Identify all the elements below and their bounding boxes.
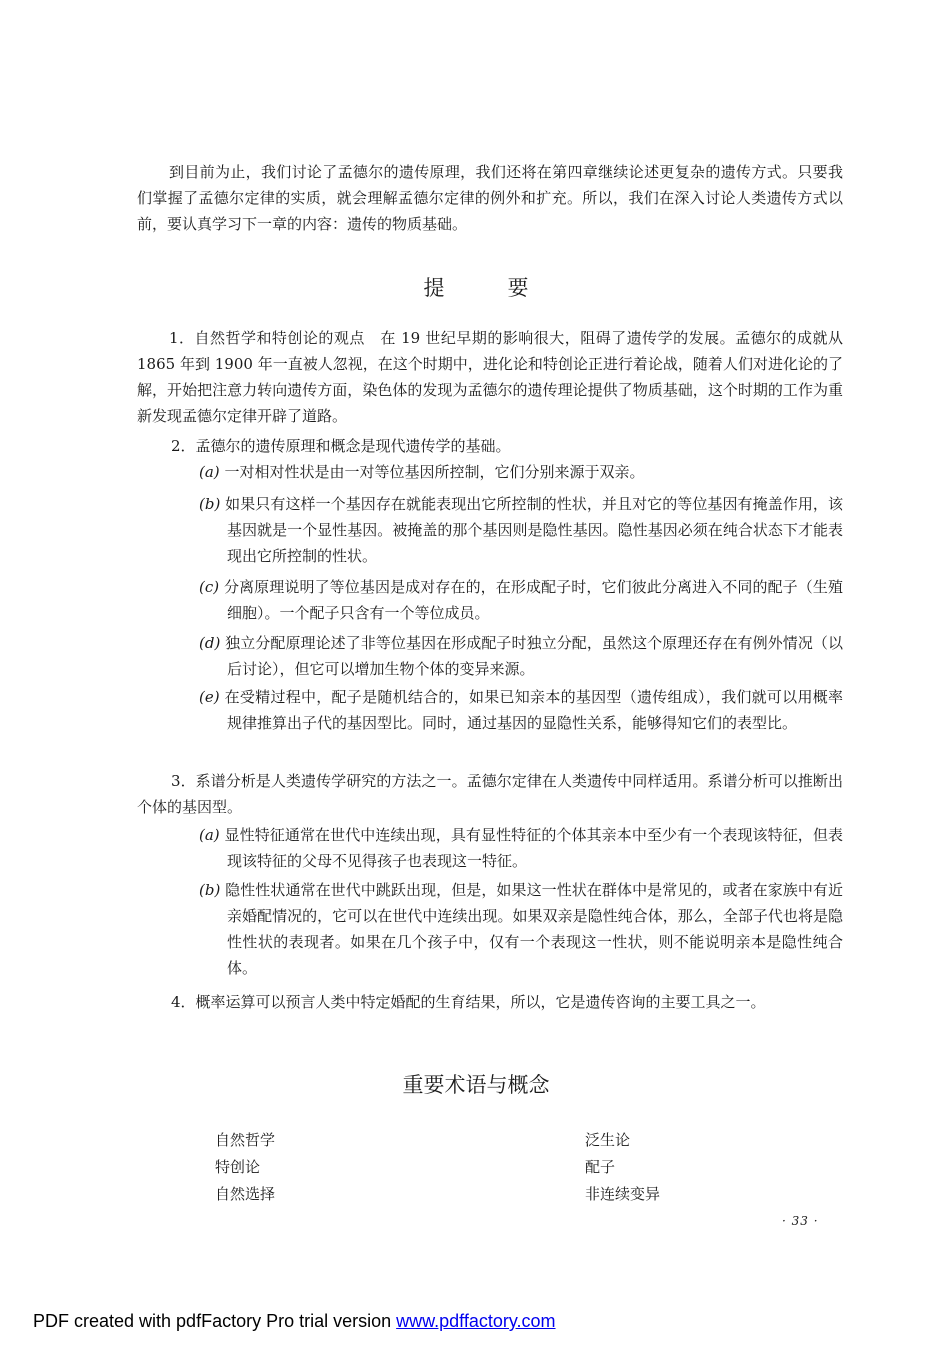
pdffactory-link[interactable]: www.pdffactory.com: [396, 1311, 556, 1331]
summary-point-2a: [199, 459, 843, 485]
item-tag: (d): [199, 634, 221, 652]
term-item: 自然哲学: [215, 1131, 276, 1149]
item-text: 分离原理说明了等位基因是成对存在的，在形成配子时，它们彼此分离进入不同的配子（生殖细胞）。一个配子只含有一个等位成员。: [223, 578, 843, 622]
item-tag: (b): [199, 495, 221, 513]
item-text: 隐性性状通常在世代中跳跃出现，但是，如果这一性状在群体中是常见的，或者在家族中有近亲婚配情况的，它可以在世代中连续出现。如果双亲是隐性纯合体，那么，全部子代也将是隐性性状的表现者。如果在几个孩子中，仅有一个表现这一性状，则不能说明亲本是隐性纯合体。: [225, 881, 843, 977]
item-text: 独立分配原理论述了非等位基因在形成配子时独立分配，虽然这个原理还存在有例外情况（以后讨论），但它可以增加生物个体的变异来源。: [225, 634, 843, 678]
page-number: · 33 ·: [782, 1214, 819, 1228]
item-tag: (c): [199, 578, 220, 596]
summary-point-2e: [199, 684, 843, 736]
item-tag: (a): [199, 826, 220, 844]
summary-point-2b: [199, 491, 843, 569]
terms-right-column: [585, 1127, 785, 1208]
summary-point-4: 4．概率运算可以预言人类中特定婚配的生育结果，所以，它是遗传咨询的主要工具之一。: [171, 993, 766, 1011]
summary-point-3b: [199, 877, 843, 981]
item-tag: (a): [199, 463, 220, 481]
summary-point-2: 2．孟德尔的遗传原理和概念是现代遗传学的基础。: [171, 437, 511, 455]
summary-point-1: 1．自然哲学和特创论的观点 在 19 世纪早期的影响很大，阻碍了遗传学的发展。孟德尔的成就从 1865 年到 1900 年一直被人忽视，在这个时期中，进化论和特创论正进行着论战，随着人们对进化论的了解，开始把注意力转向遗传方面，染色体的发现为孟德尔的遗传理论提供了物质基础，这个时期的工作为重新发现孟德尔定律开辟了道路。: [137, 329, 843, 425]
item-text: 如果只有这样一个基因存在就能表现出它所控制的性状，并且对它的等位基因有掩盖作用，该基因就是一个显性基因。被掩盖的那个基因则是隐性基因。隐性基因必须在纯合状态下才能表现出它所控制的性状。: [225, 495, 843, 565]
summary-point-3a: [199, 822, 843, 874]
item-tag: (b): [199, 881, 221, 899]
item-text: 在受精过程中，配子是随机结合的，如果已知亲本的基因型（遗传组成），我们就可以用概率规律推算出子代的基因型比。同时，通过基因的显隐性关系，能够得知它们的表型比。: [224, 688, 843, 732]
footer-text: PDF created with pdfFactory Pro trial version: [33, 1311, 397, 1331]
summary-point-2c: [199, 574, 843, 626]
item-text: 显性特征通常在世代中连续出现，具有显性特征的个体其亲本中至少有一个表现该特征，但表现该特征的父母不见得孩子也表现这一特征。: [224, 826, 843, 870]
item-text: 一对相对性状是由一对等位基因所控制，它们分别来源于双亲。: [224, 463, 645, 481]
item-tag: (e): [199, 688, 220, 706]
term-item: 非连续变异: [585, 1185, 661, 1203]
summary-heading: 提 要: [423, 276, 529, 300]
term-item: 自然选择: [215, 1185, 276, 1203]
summary-point-3: 3．系谱分析是人类遗传学研究的方法之一。孟德尔定律在人类遗传中同样适用。系谱分析可以推断出个体的基因型。: [137, 772, 843, 816]
term-item: 配子: [585, 1158, 616, 1176]
term-item: 泛生论: [585, 1131, 631, 1149]
intro-paragraph: 到目前为止，我们讨论了孟德尔的遗传原理，我们还将在第四章继续论述更复杂的遗传方式。只要我们掌握了孟德尔定律的实质，就会理解孟德尔定律的例外和扩充。所以，我们在深入讨论人类遗传方式以前，要认真学习下一章的内容：遗传的物质基础。: [137, 163, 843, 233]
term-item: 特创论: [215, 1158, 261, 1176]
pdf-footer: [33, 1311, 556, 1332]
terms-heading: 重要术语与概念: [402, 1073, 550, 1097]
summary-point-2d: [199, 630, 843, 682]
terms-left-column: [215, 1127, 415, 1208]
